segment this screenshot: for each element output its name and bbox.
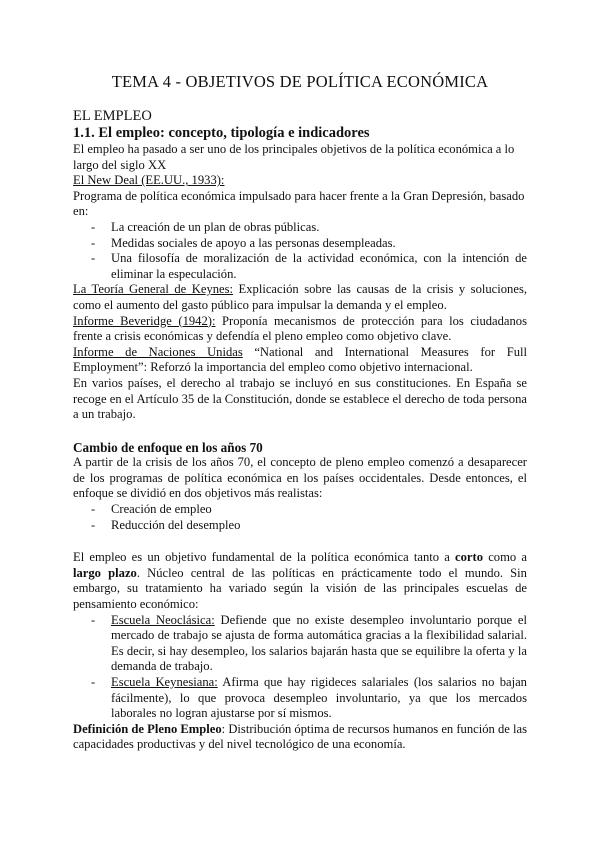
escuela-keynesiana-label: Escuela Keynesiana: <box>111 675 218 689</box>
objetivo-pre: El empleo es un objetivo fundamental de la política económica tanto a <box>73 550 456 565</box>
beveridge-paragraph <box>73 314 527 345</box>
objetivo-mid: como a <box>483 550 527 565</box>
list-item <box>91 613 527 675</box>
beveridge-text: Proponía mecanismos de protección para los ciudadanos frente a crisis económicas y defendía el pleno empleo como objetivo clave. <box>73 313 528 344</box>
new-deal-list <box>73 220 527 282</box>
list-item: - Reducción del desempleo <box>91 518 527 534</box>
keynes-label: La Teoría General de Keynes: <box>73 282 234 297</box>
intro-paragraph: El empleo ha pasado a ser uno de los principales objetivos de la política económica a lo largo del siglo XX <box>73 142 515 172</box>
pleno-empleo-paragraph <box>73 722 527 753</box>
objetivo-largo: largo plazo <box>73 565 137 580</box>
pleno-empleo-text: : Distribución óptima de recursos humanos en función de las capacidades productivas y del nivel tecnológico de una economía. <box>73 721 528 752</box>
new-deal-text: Programa de política económica impulsado para hacer frente a la Gran Depresión, basado en: <box>73 188 525 219</box>
list-item <box>91 675 527 722</box>
subsection-heading: 1.1. El empleo: concepto, tipología e indicadores <box>73 125 370 141</box>
escuela-keynesiana-text: Afirma que hay rigideces salariales (los salarios no bajan fácilmente), lo que provoca desempleo involuntario, ya que los mercados laborales no logran ajustarse por sí mismos. <box>111 675 527 721</box>
escuela-neoclasica-text: Defiende que no existe desempleo involuntario porque el mercado de trabajo se ajusta de forma automática gracias a la flexibilidad salarial. Es decir, si hay desempleo, los salarios bajarán hasta que se equilibre la oferta y la demanda de trabajo. <box>111 612 528 674</box>
escuela-neoclasica-label: Escuela Neoclásica: <box>111 612 215 627</box>
cambio-heading: Cambio de enfoque en los años 70 <box>73 439 263 455</box>
keynes-paragraph <box>73 282 527 313</box>
objetivo-post: . Núcleo central de las políticas en prácticamente todo el mundo. Sin embargo, su tratamiento ha variado según la visión de las principales escuelas de pensamiento económico: <box>73 565 527 612</box>
naciones-text: “National and International Measures for Full Employment”: Reforzó la importancia del empleo como objetivo internacional. <box>73 344 527 375</box>
keynes-text: Explicación sobre las causas de la crisis y soluciones, como el aumento del gasto público para impulsar la demanda y el empleo. <box>73 282 527 312</box>
list-item: - Medidas sociales de apoyo a las personas desempleadas. <box>91 236 527 252</box>
pleno-empleo-label: Definición de Pleno Empleo <box>73 721 222 736</box>
section-heading: EL EMPLEO <box>73 108 152 124</box>
document-body <box>73 108 527 753</box>
objetivo-corto: corto <box>455 550 484 565</box>
cambio-list <box>73 502 527 533</box>
cambio-text: A partir de la crisis de los años 70, el concepto de pleno empleo comenzó a desaparecer de los programas de política económica en los países occidentales. Desde entonces, el enfoque se dividió en dos objetivos más realistas: <box>73 455 527 501</box>
page-title: TEMA 4 - OBJETIVOS DE POLÍTICA ECONÓMICA <box>111 72 489 91</box>
naciones-paragraph <box>73 345 527 376</box>
escuelas-list <box>73 613 527 722</box>
list-item: - Una filosofía de moralización de la actividad económica, con la intención de eliminar la especulación. <box>91 251 527 282</box>
list-item: - Creación de empleo <box>91 502 527 518</box>
new-deal-heading: El New Deal (EE.UU., 1933): <box>73 173 225 188</box>
beveridge-label: Informe Beveridge (1942): <box>73 313 216 328</box>
list-item: - La creación de un plan de obras públicas. <box>91 220 527 236</box>
derecho-paragraph: En varios países, el derecho al trabajo se incluyó en sus constituciones. En España se recoge en el Artículo 35 de la Constitución, donde se establece el derecho de toda persona a un trabajo. <box>73 375 527 422</box>
naciones-label: Informe de Naciones Unidas <box>73 344 243 359</box>
objetivo-paragraph <box>73 550 527 612</box>
